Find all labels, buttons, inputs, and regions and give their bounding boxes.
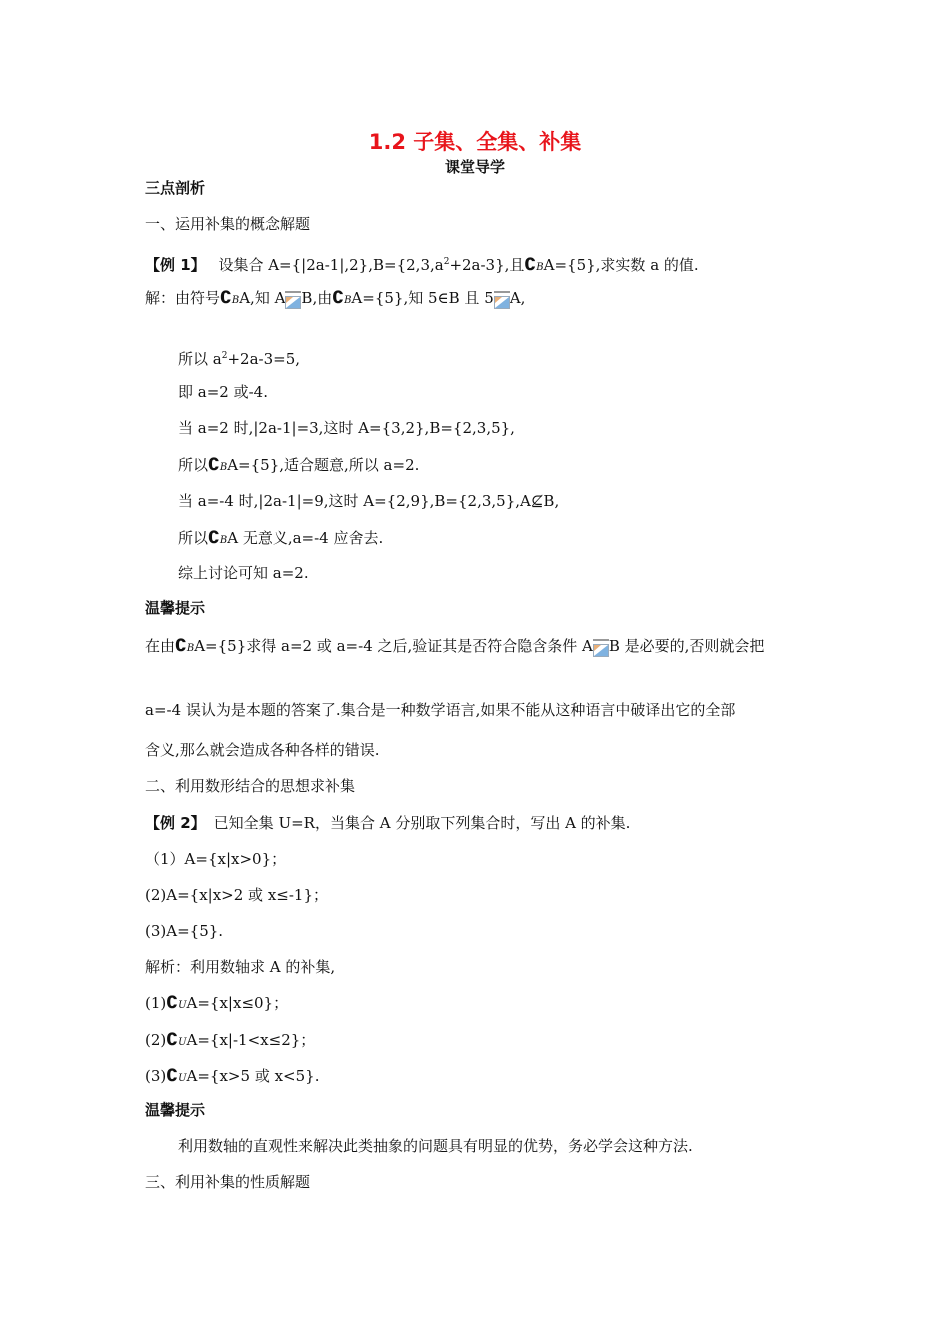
tip-heading-2: 温馨提示 bbox=[145, 1101, 206, 1119]
page-title: 1.2 子集、全集、补集 bbox=[368, 130, 582, 154]
complement-symbol: ∁ bbox=[166, 993, 179, 1013]
complement-symbol: ∁ bbox=[332, 288, 345, 308]
section-1-heading: 一、运用补集的概念解题 bbox=[145, 215, 311, 233]
tip-heading-1: 温馨提示 bbox=[145, 599, 206, 617]
tip-1-line-2: a=-4 误认为是本题的答案了.集合是一种数学语言,如果不能从这种语言中破译出它的全部 bbox=[145, 701, 736, 719]
complement-symbol: ∁ bbox=[524, 255, 537, 275]
page-subtitle: 课堂导学 bbox=[444, 158, 505, 176]
solution-line-5: 当 a=-4 时,|2a-1|=9,这时 A={2,9},B={2,3,5},A⊈B, bbox=[178, 492, 560, 510]
solution-1: 解：由符号∁BA,知 A B,由∁BA={5},知 5∈B 且 5 A, bbox=[145, 288, 526, 308]
solution-line-6: 所以∁BA 无意义,a=-4 应舍去. bbox=[178, 528, 384, 548]
example-2-item-3: (3)A={5}. bbox=[145, 922, 224, 940]
complement-symbol: ∁ bbox=[220, 288, 232, 308]
solution-line-7: 综上讨论可知 a=2. bbox=[178, 564, 309, 582]
example-2: 【例 2】 已知全集 U=R，当集合 A 分别取下列集合时，写出 A 的补集. bbox=[145, 814, 631, 832]
section-2-heading: 二、利用数形结合的思想求补集 bbox=[145, 777, 356, 795]
broken-image-icon bbox=[593, 639, 609, 657]
section-3-heading: 三、利用补集的性质解题 bbox=[145, 1173, 311, 1191]
example-1-label: 【例 1】 bbox=[145, 256, 206, 274]
heading-three-points: 三点剖析 bbox=[145, 179, 206, 197]
solution-line-2: 即 a=2 或-4. bbox=[178, 383, 268, 401]
tip-1-line-3: 含义,那么就会造成各种各样的错误. bbox=[145, 741, 380, 759]
example-2-label: 【例 2】 bbox=[145, 814, 206, 832]
solution-line-4: 所以∁BA={5},适合题意,所以 a=2. bbox=[178, 455, 420, 475]
tip-2-text: 利用数轴的直观性来解决此类抽象的问题具有明显的优势，务必学会这种方法. bbox=[178, 1137, 693, 1155]
example-1: 【例 1】 设集合 $A=\{|2a-1|,2\},B=\{2,3,a^2+2a-3\}$,且∁BA={5},求实数 a 的值. bbox=[145, 255, 699, 275]
not-subset-symbol: ⊈ bbox=[530, 492, 544, 510]
solution-2-heading: 解析：利用数轴求 A 的补集, bbox=[145, 958, 336, 976]
complement-symbol: ∁ bbox=[166, 1066, 179, 1086]
broken-image-icon bbox=[285, 291, 301, 309]
solution-2-answer-1: (1)∁UA={x|x≤0}； bbox=[145, 993, 289, 1013]
solution-2-answer-3: (3)∁UA={x>5 或 x<5}. bbox=[145, 1066, 320, 1086]
complement-symbol: ∁ bbox=[208, 528, 220, 548]
complement-symbol: ∁ bbox=[208, 455, 220, 475]
broken-image-icon bbox=[494, 291, 510, 309]
complement-symbol: ∁ bbox=[166, 1030, 179, 1050]
example-2-item-1: （1）A={x|x>0}； bbox=[145, 850, 287, 868]
solution-line-1: 所以 $a^2+2a-3=5$, bbox=[178, 350, 300, 368]
solution-line-3: 当 a=2 时,|2a-1|=3,这时 A={3,2},B={2,3,5}, bbox=[178, 419, 515, 437]
complement-symbol: ∁ bbox=[175, 636, 187, 656]
tip-1-line-1: 在由∁BA={5}求得 a=2 或 a=-4 之后,验证其是否符合隐含条件 A B 是必要的,否则就会把 bbox=[145, 636, 765, 656]
example-2-item-2: (2)A={x|x>2 或 x≤-1}； bbox=[145, 886, 328, 904]
solution-2-answer-2: (2)∁UA={x|-1<x≤2}； bbox=[145, 1030, 316, 1050]
